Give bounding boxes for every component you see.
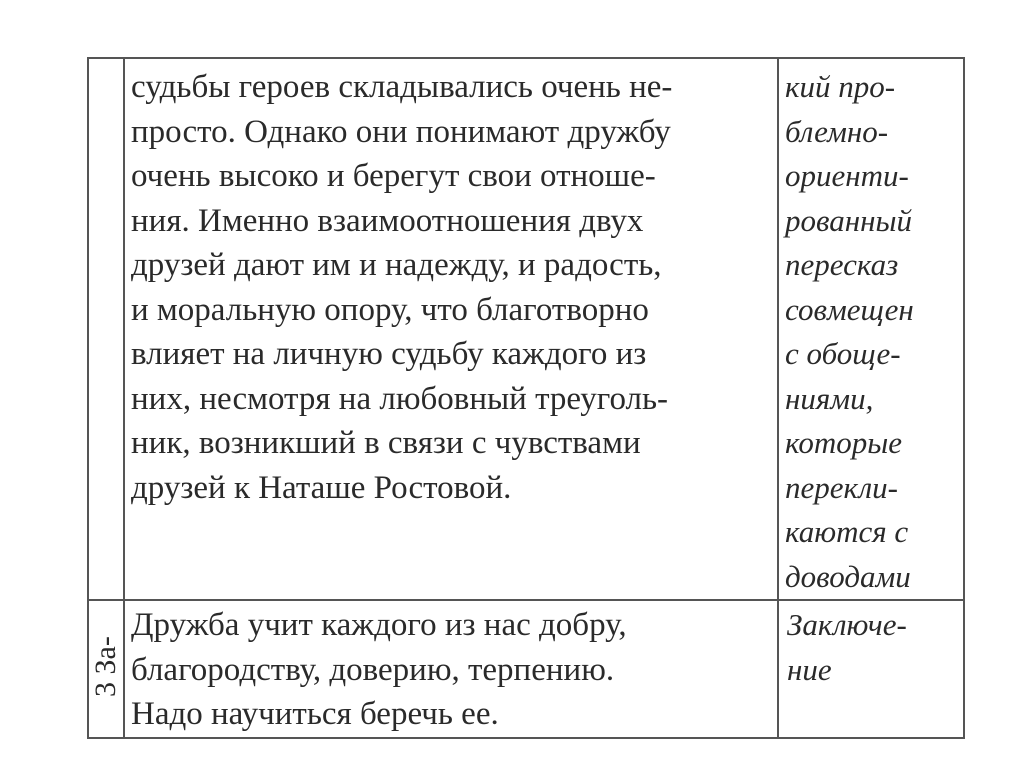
note-line: перекли- xyxy=(785,469,898,505)
note-line: ниями, xyxy=(785,380,874,416)
text-line: ник, возникший в связи с чувствами xyxy=(131,425,641,461)
note-line: ориенти- xyxy=(785,158,909,193)
essay-table xyxy=(87,57,965,739)
text-line: Надо научиться беречь ее. xyxy=(131,696,499,732)
text-line: очень высоко и берегут свои отноше- xyxy=(131,158,656,194)
note-line: ние xyxy=(787,651,832,687)
table-row xyxy=(88,600,964,738)
row-number-cell xyxy=(88,600,124,738)
text-line: ния. Именно взаимоотношения двух xyxy=(131,202,644,239)
text-line: судьбы героев складывались очень не- xyxy=(131,69,673,105)
side-note-cell xyxy=(778,600,964,738)
text-line: благородству, доверию, терпению. xyxy=(131,651,615,688)
row-number-cell xyxy=(88,58,124,600)
note-line: доводами xyxy=(785,558,911,594)
row-number-label: 3 За- xyxy=(89,636,122,697)
note-line: совмещен xyxy=(785,291,914,327)
side-note-block xyxy=(779,601,963,692)
text-line: друзей дают им и надежду, и радость, xyxy=(131,247,662,283)
main-text-cell xyxy=(124,58,778,600)
note-line: с обоще- xyxy=(785,336,901,371)
text-line: просто. Однако они понимают дружбу xyxy=(131,113,671,150)
note-line: каются с xyxy=(785,514,909,549)
note-line: рованный xyxy=(785,202,912,238)
text-line: влияет на личную судьбу каждого из xyxy=(131,336,647,372)
note-line: которые xyxy=(785,425,902,460)
note-line: пересказ xyxy=(785,247,899,282)
conclusion-text-block xyxy=(125,601,777,737)
text-line: и моральную опору, что благотворно xyxy=(131,291,649,328)
side-note-cell xyxy=(778,58,964,600)
text-line: друзей к Наташе Ростовой. xyxy=(131,469,512,506)
note-line: Заключе- xyxy=(787,607,907,642)
note-line: кий про- xyxy=(785,69,896,104)
table-row xyxy=(88,58,964,600)
main-text-block xyxy=(125,59,777,510)
text-line: Дружба учит каждого из нас добру, xyxy=(131,607,627,643)
main-text-cell xyxy=(124,600,778,738)
side-note-block xyxy=(779,59,963,599)
text-line: них, несмотря на любовный треуголь- xyxy=(131,380,669,417)
note-line: блемно- xyxy=(785,113,889,149)
